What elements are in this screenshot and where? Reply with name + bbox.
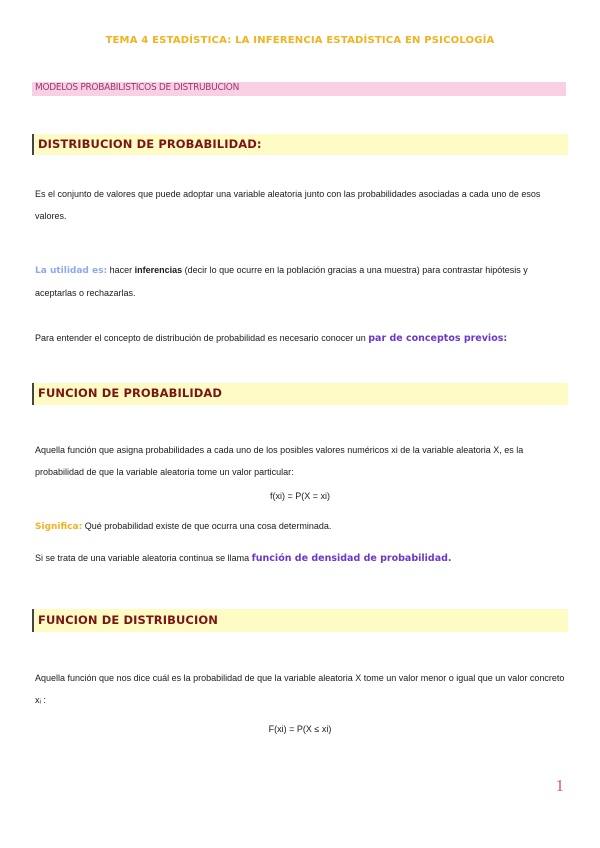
document-title: TEMA 4 ESTADÍSTICA: LA INFERENCIA ESTADÍSTICA EN PSICOLOGÍA	[105, 35, 495, 46]
section-banner-label: MODELOS PROBABILISTICOS DE DISTRUBUCION	[35, 82, 240, 93]
heading-distribucion-probabilidad-text: DISTRIBUCION DE PROBABILIDAD:	[38, 137, 262, 151]
formula-funcion-probabilidad: f(xi) = P(X = xi)	[269, 491, 330, 501]
paragraph-funcion-probabilidad: Aquella función que asigna probabilidades a cada uno de los posibles valores numéricos xi de la variable aleatoria X, es la probabilidad de que la variable aleatoria tome un valor particular:	[35, 445, 524, 477]
conceptos-highlight: par de conceptos previos:	[368, 333, 508, 344]
paragraph-definicion: Es el conjunto de valores que puede adoptar una variable aleatoria junto con las probabilidades asociadas a cada uno de esos valores.	[35, 189, 541, 221]
heading-distribucion-probabilidad	[32, 134, 568, 155]
heading-funcion-distribucion	[32, 609, 568, 632]
heading-funcion-distribucion-text: FUNCION DE DISTRIBUCION	[38, 613, 218, 627]
significa-label: Significa:	[35, 522, 83, 532]
densidad-highlight: función de densidad de probabilidad.	[251, 553, 452, 564]
page-number: 1	[555, 776, 564, 795]
utilidad-text-b: (decir lo que ocurre en la población gracias a una muestra) para contrastar hipótesis y aceptarlas o rechazarlas.	[35, 265, 528, 298]
paragraph-densidad	[35, 547, 565, 570]
paragraph-significa	[35, 515, 565, 538]
paragraph-utilidad	[35, 259, 565, 304]
heading-funcion-probabilidad	[32, 383, 568, 405]
utilidad-text-a: hacer	[107, 265, 135, 275]
paragraph-funcion-distribucion: Aquella función que nos dice cuál es la probabilidad de que la variable aleatoria X tome un valor menor o igual que un valor concreto xᵢ :	[35, 673, 565, 705]
section-banner	[32, 82, 566, 96]
paragraph-conceptos	[35, 327, 565, 350]
heading-funcion-probabilidad-text: FUNCION DE PROBABILIDAD	[38, 386, 223, 400]
formula-funcion-distribucion: F(xi) = P(X ≤ xi)	[268, 724, 332, 734]
utilidad-label: La utilidad es:	[35, 266, 108, 276]
conceptos-text: Para entender el concepto de distribución de probabilidad es necesario conocer un	[35, 333, 369, 343]
densidad-text: Si se trata de una variable aleatoria continua se llama	[35, 553, 252, 563]
utilidad-bold: inferencias	[134, 265, 183, 275]
significa-text: Qué probabilidad existe de que ocurra una cosa determinada.	[82, 521, 332, 531]
